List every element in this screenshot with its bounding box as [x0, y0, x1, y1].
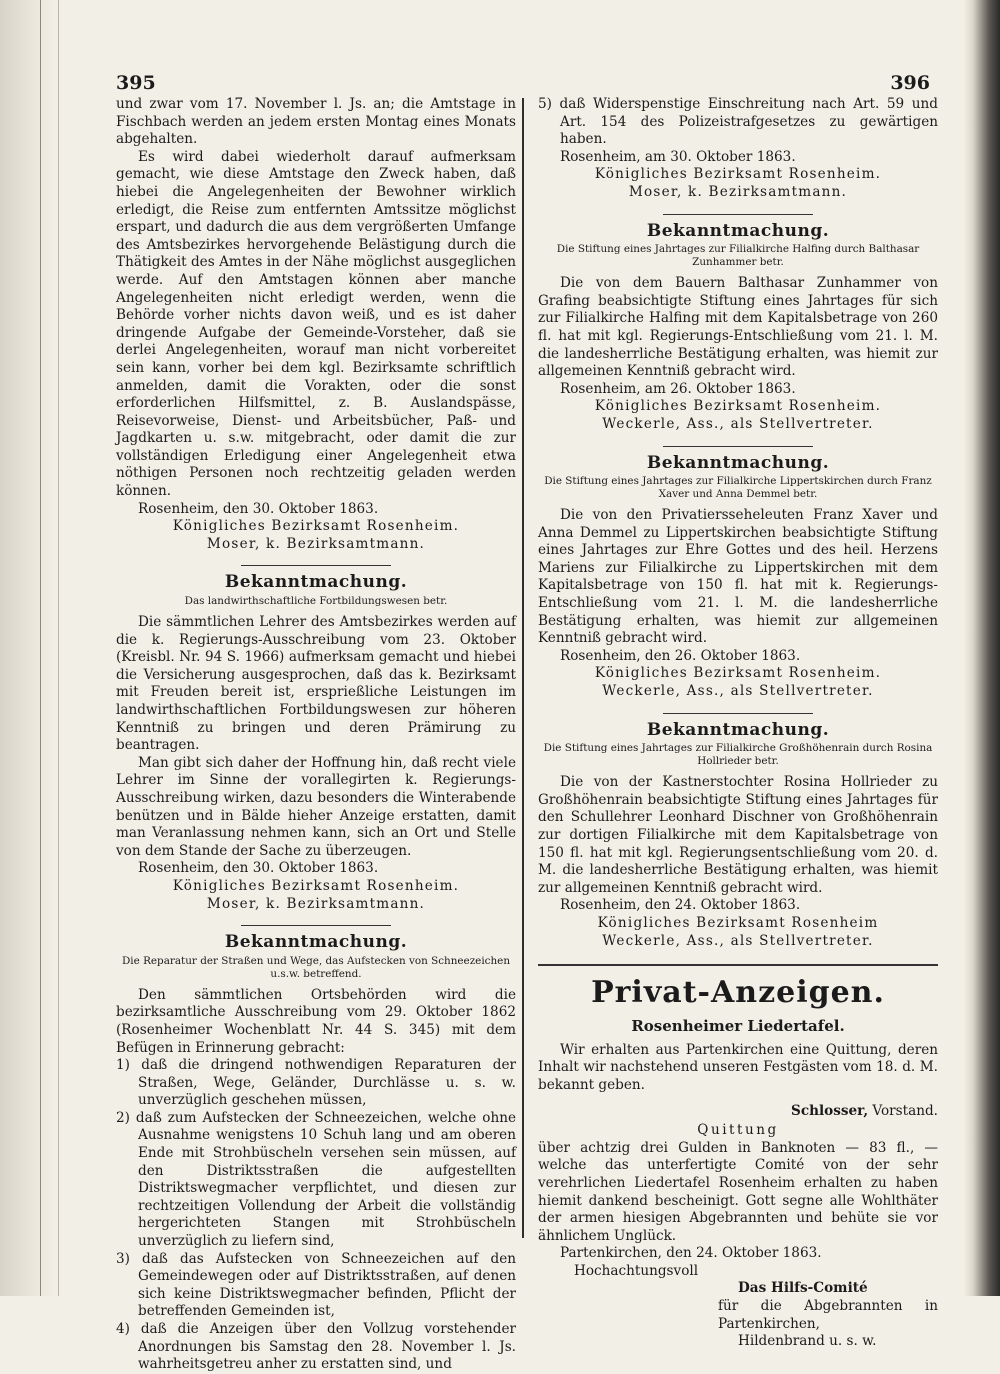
intro-paragraph-2: Es wird dabei wiederholt darauf aufmerksam gemacht, wie diese Amtstage den Zweck haben, daß hiebei die Angelegenheiten der Bewohner wirklich erledigt, die Reise zum entfernten Amtssitze möglichst erspart, und dadurch die aus dem vergrößerten Umfange des Amtsbezirkes hervorgehende Belästigung durch die Thätigkeit des Amtes in der Nähe möglichst ausgeglichen werde. Auf den Amtstagen können aber manche Angelegenheiten nicht erledigt werden, wenn die Behörde vorher nichts davon weiß, und es ist daher dringende Aufgabe der Gemeinde-Vorsteher, daß sie derlei Angelegenheiten, worauf man nicht vorbereitet sein kann, vorher bei dem kgl. Bezirksamte schriftlich anmelden, damit die Vorakten, oder die sonst erforderlichen Hilfsmittel, z. B. Auslandspässe, Reisevorweise, Dienst- und Arbeitsbücher, Paß- und Jagdkarten u. s.w. mitgebracht, oder damit die zur vollständigen Erledigung einer Angelegenheit etwa nöthigen Personen noch rechtzeitig geladen werden können. — [116, 148, 516, 500]
notice-4-date: Rosenheim, am 26. Oktober 1863. — [560, 380, 796, 397]
signature-role: Vorstand. — [872, 1102, 938, 1119]
separator-line — [663, 446, 813, 447]
notice-3-intro: Den sämmtlichen Ortsbehörden wird die bezirksamtliche Ausschreibung vom 29. Oktober 1862 (Rosenheimer Wochenblatt Nr. 44 S. 345) mit dem Befügen in Erinnerung gebracht: — [116, 986, 516, 1056]
receipt-committee: Das Hilfs-Comité — [738, 1280, 868, 1297]
notice-2-paragraph-1: Die sämmtlichen Lehrer des Amtsbezirkes werden auf die k. Regierungs-Ausschreibung vom 23. Oktober (Kreisbl. Nr. 94 S. 1966) aufmerksam gemacht und hiebei die Versicherung ausgesprochen, daß das k. Bezirksamt mit Freuden bereit ist, ersprießliche Leistungen im landwirthschaftlichen Fortbildungswesen zur höheren Kenntniß zu bringen und deren Prämirung zu beantragen. — [116, 614, 516, 754]
private-ads-paragraph: Wir erhalten aus Partenkirchen eine Quittung, deren Inhalt wir nachstehend unseren Festgästen vom 18. d. M. bekannt geben. — [538, 1041, 938, 1093]
left-column — [116, 96, 516, 1374]
signature-name: Schlosser, — [791, 1102, 869, 1119]
receipt-text: über achtzig drei Gulden in Banknoten — 83 fl., — welche das unterfertigte Comité von der sehr verehrlichen Liedertafel Rosenheim erhalten zu haben hiemit dankend bescheinigt. Gott segne alle Wohlthäter der armen hiesigen Abgebrannten und behüte sie vor ähnlichem Unglück. — [538, 1139, 938, 1244]
notice-3-heading: Bekanntmachung. — [224, 932, 408, 953]
continuation-item-5: 5) daß Widerspenstige Einschreitung nach Art. 59 und Art. 154 des Polizeistrafgesetzes zu gewärtigen haben. — [538, 96, 938, 148]
notice-6-heading: Bekanntmachung. — [646, 719, 830, 740]
left-page-edge — [0, 0, 59, 1296]
continuation-signer: Moser, k. Bezirksamtmann. — [628, 183, 848, 200]
receipt-committee-names: Hildenbrand u. s. w. — [738, 1333, 877, 1350]
separator-line — [241, 565, 391, 566]
notice-6-subject: Die Stiftung eines Jahrtages zur Filialkirche Großhöhenrain durch Rosina Hollrieder betr. — [543, 742, 933, 768]
notice-2-subject: Das landwirthschaftliche Fortbildungswesen betr. — [184, 595, 448, 608]
notice-3-item-2: 2) daß zum Aufstecken der Schneezeichen, welche ohne Ausnahme wenigstens 10 Schuh lang und am oberen Ende mit Strohbüscheln versehen sein müssen, auf den Distriktsstraßen die aufgestellten Distriktswegmacher verpflichtet, und diesen zur rechtzeitigen Vollendung der Arbeit die vollständig hergerichteten Stangen mit Strohbüscheln unverzüglich zu liefern sind, — [116, 1109, 516, 1250]
notice-2-signer: Moser, k. Bezirksamtmann. — [206, 895, 426, 912]
notice-4-signer: Weckerle, Ass., als Stellvertreter. — [602, 415, 874, 432]
private-ads-subheading: Rosenheimer Liedertafel. — [631, 1017, 845, 1036]
notice-6-paragraph: Die von der Kastnerstochter Rosina Hollrieder zu Großhöhenrain beabsichtigte Stiftung eines Jahrtages für den Schullehrer Leonhard Dischner von Großhöhenrain zur dortigen Filialkirche mit dem Kapitalsbetrage von 150 fl. hat mit kgl. Regierungsentschließung vom 20. d. M. die landesherrliche Bestätigung erhalten, was hiemit zur allgemeinen Kenntniß gebracht wird. — [538, 774, 938, 896]
notice-4-office: Königliches Bezirksamt Rosenheim. — [594, 398, 882, 415]
separator-line — [241, 925, 391, 926]
intro-signer: Moser, k. Bezirksamtmann. — [206, 535, 426, 552]
receipt-date: Partenkirchen, den 24. Oktober 1863. — [560, 1245, 822, 1262]
intro-paragraph-1: und zwar vom 17. November l. Js. an; die Amtstage in Fischbach werden an jedem ersten Montag eines Monats abgehalten. — [116, 96, 516, 148]
right-column — [538, 96, 938, 1351]
notice-3-item-1: 1) daß die dringend nothwendigen Reparaturen der Straßen, Wege, Geländer, Durchlässe u. s. w. unverzüglich geschehen müssen, — [116, 1057, 516, 1109]
book-binding-edge — [964, 0, 1000, 1296]
receipt-committee-for: für die Abgebrannten in Partenkirchen, — [718, 1298, 938, 1332]
notice-6-office: Königliches Bezirksamt Rosenheim — [597, 914, 879, 931]
private-ads-signature — [538, 1103, 938, 1121]
notice-4-subject: Die Stiftung eines Jahrtages zur Filialkirche Halfing durch Balthasar Zunhammer betr. — [556, 243, 920, 269]
notice-2-paragraph-2: Man gibt sich daher der Hoffnung hin, daß recht viele Lehrer im Sinne der vorallegirten k. Regierungs-Ausschreibung wirken, dazu besonders die Winterabende benützen und in Bälde hieher Anzeige erstatten, damit man Veranlassung nehmen kann, sich an Ort und Stelle von dem Stande der Sache zu überzeugen. — [116, 754, 516, 859]
separator-line — [663, 713, 813, 714]
receipt-title: Quittung — [697, 1122, 779, 1139]
notice-5-office: Königliches Bezirksamt Rosenheim. — [594, 665, 882, 682]
private-ads-heading: Privat-Anzeigen. — [591, 975, 885, 1011]
page-number-right: 396 — [890, 72, 930, 94]
notice-3-subject: Die Reparatur der Straßen und Wege, das Aufstecken von Schneezeichen u.s.w. betreffend. — [121, 954, 511, 980]
receipt-greeting: Hochachtungsvoll — [574, 1262, 699, 1279]
notice-3-item-4: 4) daß die Anzeigen über den Vollzug vorstehender Anordnungen bis Samstag den 28. November l. Js. wahrheitsgetreu anher zu erstatten sind, und — [116, 1321, 516, 1373]
intro-office: Königliches Bezirksamt Rosenheim. — [172, 518, 460, 535]
intro-date: Rosenheim, den 30. Oktober 1863. — [138, 500, 379, 517]
notice-2-office: Königliches Bezirksamt Rosenheim. — [172, 877, 460, 894]
notice-5-signer: Weckerle, Ass., als Stellvertreter. — [602, 683, 874, 700]
notice-5-heading: Bekanntmachung. — [646, 452, 830, 473]
notice-4-heading: Bekanntmachung. — [646, 220, 830, 241]
continuation-date: Rosenheim, am 30. Oktober 1863. — [560, 148, 796, 165]
notice-6-signer: Weckerle, Ass., als Stellvertreter. — [602, 932, 874, 949]
notice-2-date: Rosenheim, den 30. Oktober 1863. — [138, 860, 379, 877]
column-divider — [522, 98, 524, 1238]
continuation-office: Königliches Bezirksamt Rosenheim. — [594, 166, 882, 183]
notice-3-item-3: 3) daß das Aufstecken von Schneezeichen auf den Gemeindewegen oder auf Distriktsstraßen, auf denen sich keine Distriktswegmacher befinden, Pflicht der betreffenden Gemeinden ist, — [116, 1250, 516, 1320]
notice-5-subject: Die Stiftung eines Jahrtages zur Filialkirche Lippertskirchen durch Franz Xaver und Anna Demmel betr. — [544, 475, 932, 501]
separator-line — [663, 214, 813, 215]
notice-6-date: Rosenheim, den 24. Oktober 1863. — [560, 897, 801, 914]
page-number-left: 395 — [116, 72, 156, 94]
notice-4-paragraph: Die von dem Bauern Balthasar Zunhammer von Grafing beabsichtigte Stiftung eines Jahrtages für sich zur Filialkirche Halfing mit dem Kapitalsbetrage von 260 fl. hat mit kgl. Regierungs-Entschließung vom 21. l. M. die landesherrliche Bestätigung erhalten, was hiemit zur allgemeinen Kenntniß gebracht wird. — [538, 275, 938, 380]
section-separator — [538, 964, 938, 966]
notice-2-heading: Bekanntmachung. — [224, 572, 408, 593]
newspaper-page — [110, 60, 940, 1373]
notice-5-paragraph: Die von den Privatiersseheleuten Franz Xaver und Anna Demmel zu Lippertskirchen beabsichtigte Stiftung eines Jahrtages zur Ehre Gottes und des heil. Herzens Mariens zur Filialkirche zu Lippertskirchen mit dem Kapitalsbetrage von 150 fl. hat mit k. Regierungs-Entschließung vom 21. l. M. die landesherrliche Bestätigung erhalten, was hiemit zur allgemeinen Kenntniß gebracht wird. — [538, 507, 938, 647]
notice-5-date: Rosenheim, den 26. Oktober 1863. — [560, 647, 801, 664]
